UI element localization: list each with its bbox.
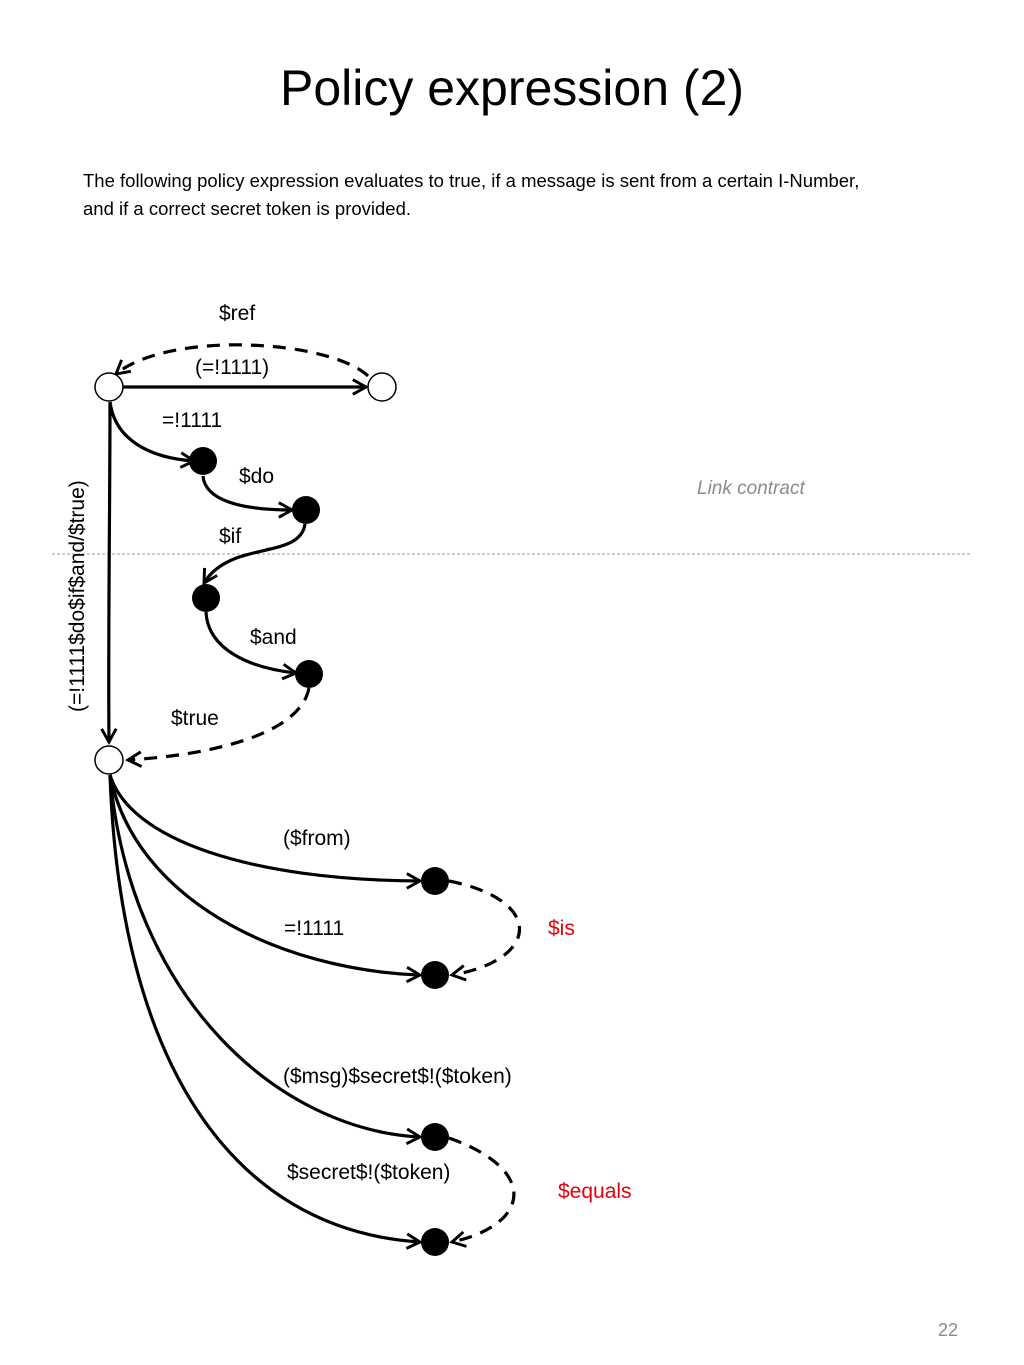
edge-is-dashed xyxy=(449,881,520,975)
label-from-value: =!1111 xyxy=(284,917,345,940)
node-root xyxy=(95,373,123,401)
node-msg-secret xyxy=(421,1123,449,1151)
node-secret xyxy=(421,1228,449,1256)
label-do: $do xyxy=(239,465,275,488)
edge-vertical xyxy=(109,402,110,742)
node-ref-target xyxy=(368,373,396,401)
label-ref-target: (=!1111) xyxy=(195,356,270,379)
node-do xyxy=(292,496,320,524)
page-number: 22 xyxy=(937,1320,958,1340)
node-and xyxy=(295,660,323,688)
label-ref: $ref xyxy=(219,302,256,325)
label-from: ($from) xyxy=(283,827,351,850)
node-from xyxy=(421,867,449,895)
label-if: $if xyxy=(219,525,242,548)
intro-text: The following policy expression evaluates to true, if a message is sent from a certain I-Number, and if a correct secret token is provided. xyxy=(83,170,860,219)
label-equals: $equals xyxy=(558,1180,632,1203)
edge-equals-dashed xyxy=(449,1138,514,1242)
node-policy-root xyxy=(95,746,123,774)
label-link-contract: Link contract xyxy=(697,478,805,499)
label-msg-secret: ($msg)$secret$!($token) xyxy=(283,1065,512,1088)
label-and: $and xyxy=(250,626,297,649)
label-secret: $secret$!($token) xyxy=(287,1161,451,1184)
label-vertical: (=!1111$do$if$and/$true) xyxy=(66,480,89,712)
label-root-arc: =!1111 xyxy=(162,409,223,432)
page-title: Policy expression (2) xyxy=(279,60,745,116)
label-true: $true xyxy=(171,707,219,730)
node-if xyxy=(192,584,220,612)
label-is: $is xyxy=(548,917,575,940)
node-from-value xyxy=(421,961,449,989)
node-instance xyxy=(189,447,217,475)
